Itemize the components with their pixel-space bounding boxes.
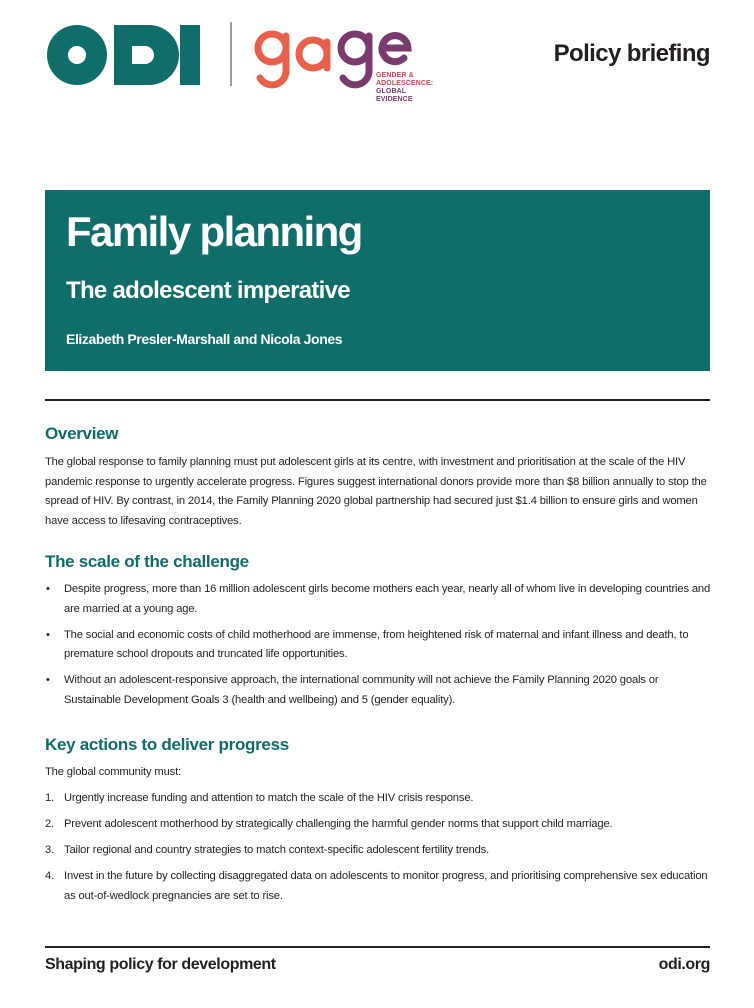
gage-tagline-line: ADOLESCENCE: — [376, 80, 434, 87]
actions-intro: The global community must: — [45, 766, 181, 778]
gage-tagline — [376, 72, 466, 104]
logo-divider — [230, 22, 232, 86]
list-number: 1. — [45, 792, 55, 804]
bullet-marker: • — [46, 674, 50, 686]
list-item — [45, 867, 715, 906]
list-item — [45, 626, 715, 665]
list-item-text: The social and economic costs of child motherhood are immense, from heightened risk of maternal and infant illness and death, to premature school dropouts and truncated life opportunities. — [64, 628, 689, 660]
page-subtitle: The adolescent imperative — [66, 277, 350, 304]
overview-heading: Overview — [45, 424, 119, 443]
gage-tagline-line: GENDER & — [376, 72, 414, 79]
footer-divider — [45, 946, 710, 948]
overview-text: The global response to family planning must put adolescent girls at its centre, with investment and prioritisation at the scale of the HIV pandemic response to urgently accelerate progress. Figures suggest international donors provide more than $8 billion annually to stop the spread of HIV. By contrast, in 2014, the Family Planning 2020 global partnership had secured just $1.4 billion to ensure girls and women have access to lifesaving contraceptives. — [45, 456, 707, 527]
list-number: 3. — [45, 844, 55, 856]
list-item-text: Without an adolescent-responsive approach, the international community will not achieve the Family Planning 2020 goals or Sustainable Development Goals 3 (health and wellbeing) and 5 (gender equality). — [64, 674, 659, 706]
authors: Elizabeth Presler-Marshall and Nicola Jones — [66, 331, 343, 347]
list-item — [45, 580, 715, 619]
list-item-text: Despite progress, more than 16 million adolescent girls become mothers each year, nearly all of whom live in developing countries and are married at a young age. — [64, 583, 711, 615]
list-item-text: Invest in the future by collecting disaggregated data on adolescents to monitor progress, and prioritising comprehensive sex education as out-of-wedlock pregnancies are set to rise. — [64, 870, 708, 902]
list-item-text: Prevent adolescent motherhood by strategically challenging the harmful gender norms that support child marriage. — [64, 818, 613, 830]
document-type-label: Policy briefing — [553, 40, 710, 67]
list-item — [45, 815, 715, 835]
list-item-text: Tailor regional and country strategies to match context-specific adolescent fertility trends. — [64, 844, 490, 856]
bullet-marker: • — [46, 583, 50, 595]
odi-logo — [44, 22, 202, 88]
footer-tagline: Shaping policy for development — [45, 956, 276, 973]
list-item — [45, 671, 715, 710]
gage-tagline-line: GLOBAL — [376, 88, 407, 95]
actions-heading: Key actions to deliver progress — [45, 735, 289, 754]
title-banner — [45, 190, 710, 371]
top-divider — [45, 399, 710, 401]
challenge-heading: The scale of the challenge — [45, 552, 249, 571]
list-item — [45, 841, 715, 861]
bullet-marker: • — [46, 628, 50, 641]
actions-list — [45, 789, 715, 913]
list-item — [45, 789, 715, 809]
footer-site-link[interactable]: odi.org — [658, 956, 710, 973]
page-title: Family planning — [66, 208, 362, 255]
list-number: 2. — [45, 818, 55, 830]
challenge-list — [45, 580, 715, 717]
list-number: 4. — [45, 870, 55, 882]
list-item-text: Urgently increase funding and attention to match the scale of the HIV crisis response. — [64, 792, 474, 804]
gage-tagline-line: EVIDENCE — [376, 96, 413, 103]
